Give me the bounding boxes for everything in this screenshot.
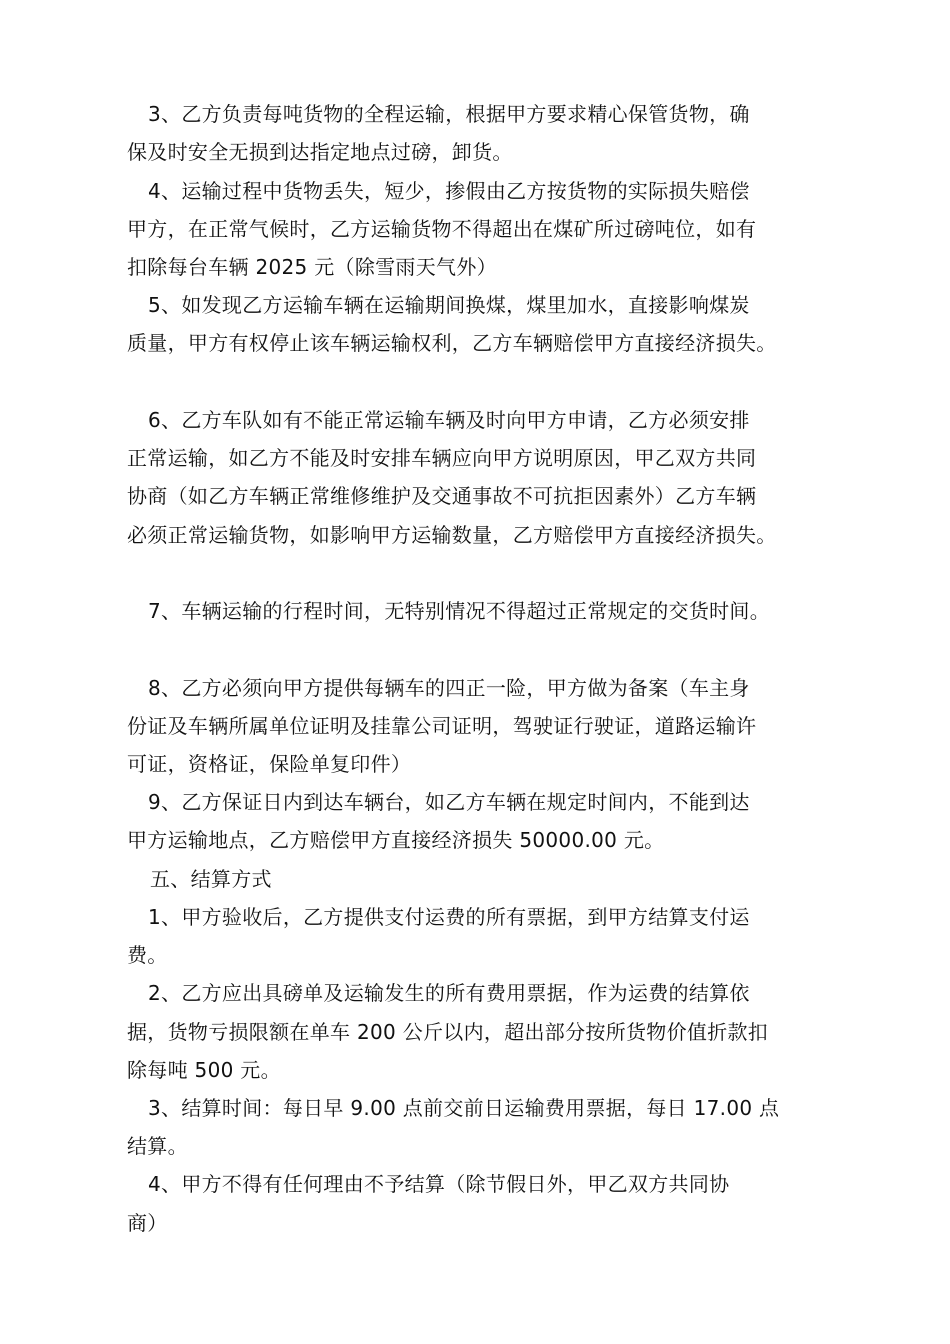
clause-6-line-3: 协商（如乙方车辆正常维修维护及交通事故不可抗拒因素外）乙方车辆 [127, 484, 757, 508]
clause-6-line-4: 必须正常运输货物，如影响甲方运输数量，乙方赔偿甲方直接经济损失。 [127, 523, 777, 547]
clause-9-line-1: 9、乙方保证日内到达车辆台，如乙方车辆在规定时间内，不能到达 [148, 790, 750, 814]
settlement-1-line-2: 费。 [127, 943, 168, 967]
settlement-3-line-1: 3、结算时间：每日早 9.00 点前交前日运输费用票据，每日 17.00 点 [148, 1096, 780, 1120]
clause-5-line-2: 质量，甲方有权停止该车辆运输权利，乙方车辆赔偿甲方直接经济损失。 [127, 331, 777, 355]
clause-3-line-2: 保及时安全无损到达指定地点过磅，卸货。 [127, 140, 513, 164]
clause-4-line-1: 4、运输过程中货物丢失，短少，掺假由乙方按货物的实际损失赔偿 [148, 179, 750, 203]
settlement-4-line-1: 4、甲方不得有任何理由不予结算（除节假日外，甲乙双方共同协 [148, 1172, 730, 1196]
clause-9-line-2: 甲方运输地点，乙方赔偿甲方直接经济损失 50000.00 元。 [127, 828, 665, 852]
clause-5-line-1: 5、如发现乙方运输车辆在运输期间换煤，煤里加水，直接影响煤炭 [148, 293, 750, 317]
clause-3-line-1: 3、乙方负责每吨货物的全程运输，根据甲方要求精心保管货物，确 [148, 102, 750, 126]
clause-6-line-2: 正常运输，如乙方不能及时安排车辆应向甲方说明原因，甲乙双方共同 [127, 446, 757, 470]
clause-8-line-1: 8、乙方必须向甲方提供每辆车的四正一险，甲方做为备案（车主身 [148, 676, 750, 700]
settlement-1-line-1: 1、甲方验收后，乙方提供支付运费的所有票据，到甲方结算支付运 [148, 905, 750, 929]
clause-8-line-3: 可证，资格证，保险单复印件） [127, 752, 412, 776]
clause-4-line-2: 甲方，在正常气候时，乙方运输货物不得超出在煤矿所过磅吨位，如有 [127, 217, 757, 241]
settlement-2-line-1: 2、乙方应出具磅单及运输发生的所有费用票据，作为运费的结算依 [148, 981, 750, 1005]
settlement-2-line-3: 除每吨 500 元。 [127, 1058, 281, 1082]
clause-8-line-2: 份证及车辆所属单位证明及挂靠公司证明，驾驶证行驶证，道路运输许 [127, 714, 757, 738]
settlement-4-line-2: 商） [127, 1211, 168, 1235]
clause-6-line-1: 6、乙方车队如有不能正常运输车辆及时向甲方申请，乙方必须安排 [148, 408, 750, 432]
settlement-3-line-2: 结算。 [127, 1134, 188, 1158]
clause-4-line-3: 扣除每台车辆 2025 元（除雪雨天气外） [127, 255, 497, 279]
settlement-2-line-2: 据，货物亏损限额在单车 200 公斤以内，超出部分按所货物价值折款扣 [127, 1020, 769, 1044]
section-heading-settlement: 五、结算方式 [150, 867, 272, 891]
clause-7-line-1: 7、车辆运输的行程时间，无特别情况不得超过正常规定的交货时间。 [148, 599, 771, 623]
